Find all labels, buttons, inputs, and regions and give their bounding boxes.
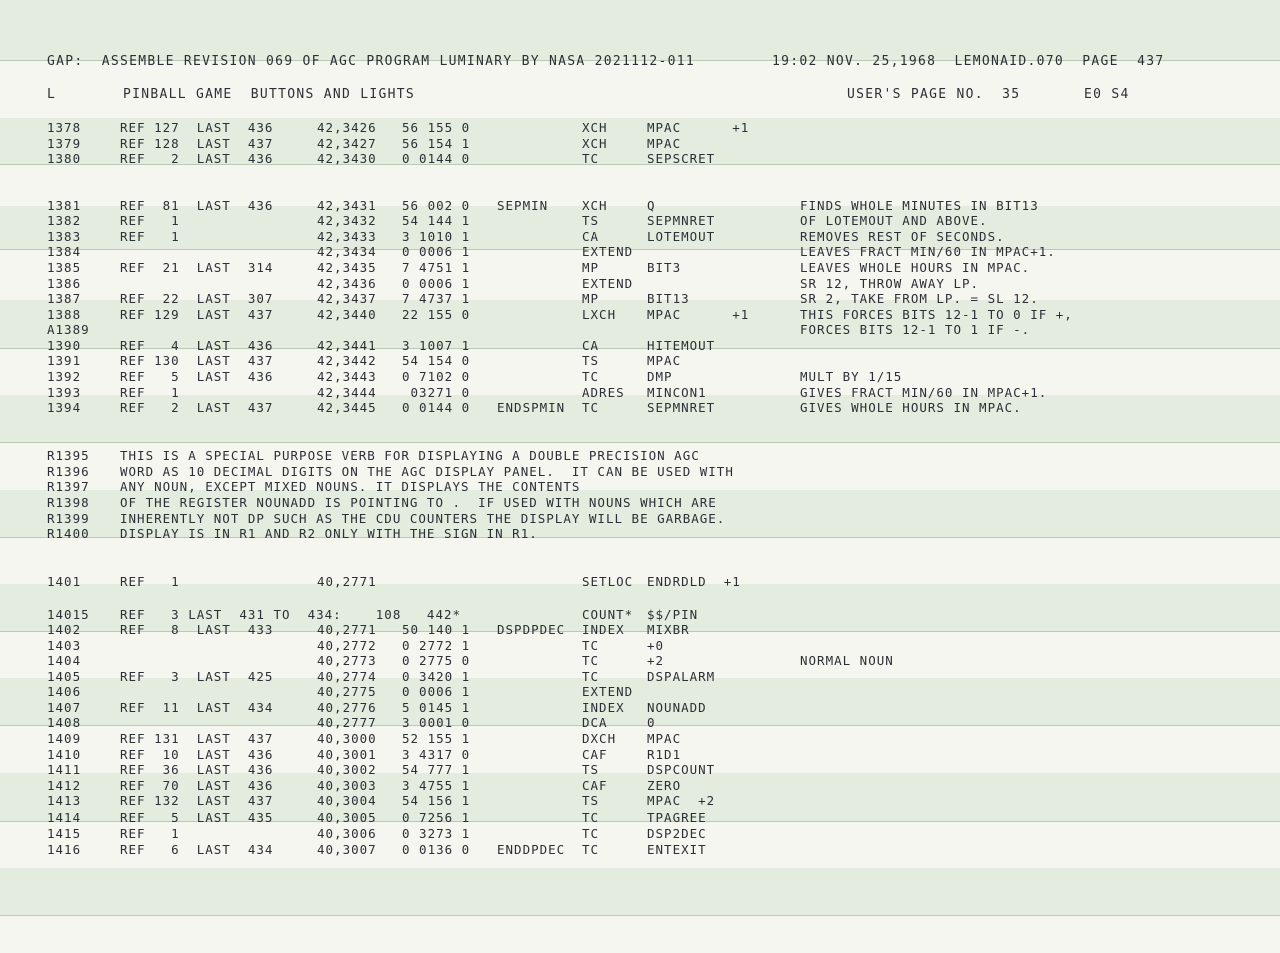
paper-band: [0, 0, 1280, 60]
row-num: 1388: [47, 307, 82, 322]
row-addr: 40,3004: [317, 793, 377, 808]
listing-row: [0, 622, 1280, 637]
row-num: R1396: [47, 464, 90, 479]
row-num: 1407: [47, 700, 82, 715]
row-num: 1415: [47, 826, 82, 841]
row-operand: HITEMOUT: [647, 338, 716, 353]
listing-row: [0, 198, 1280, 213]
row-ref: REF 21 LAST 314: [120, 260, 274, 275]
row-num: R1400: [47, 526, 90, 541]
row-word: 0 2772 1: [402, 638, 471, 653]
row-op: INDEX: [582, 622, 625, 637]
row-word: 56 002 0: [402, 198, 471, 213]
listing-row: [0, 526, 1280, 541]
row-addr: 40,3000: [317, 731, 377, 746]
row-word: 0 0144 0: [402, 400, 471, 415]
row-addr: 42,3441: [317, 338, 377, 353]
row-num: 1385: [47, 260, 82, 275]
row-ref: REF 129 LAST 437: [120, 307, 274, 322]
row-num: 1380: [47, 151, 82, 166]
row-ref: REF 1: [120, 574, 180, 589]
row-num: 1412: [47, 778, 82, 793]
row-op: TC: [582, 842, 600, 857]
row-operand: MPAC +1: [647, 120, 750, 135]
row-addr: 40,2772: [317, 638, 377, 653]
row-addr: 40,2775: [317, 684, 377, 699]
row-addr: 42,3430: [317, 151, 377, 166]
row-operand: R1D1: [647, 747, 682, 762]
users-page-number: USER'S PAGE NO. 35: [847, 87, 1021, 102]
section-title: PINBALL GAME BUTTONS AND LIGHTS: [123, 87, 416, 102]
row-addr: 42,3443: [317, 369, 377, 384]
listing-row: [0, 715, 1280, 730]
row-ref: REF 81 LAST 436: [120, 198, 274, 213]
row-num: 1403: [47, 638, 82, 653]
row-num: 1383: [47, 229, 82, 244]
row-comment: MULT BY 1/15: [800, 369, 903, 384]
row-addr: 40,3002: [317, 762, 377, 777]
row-comment: NORMAL NOUN: [800, 653, 894, 668]
row-ref: REF 22 LAST 307: [120, 291, 274, 306]
row-num: 1382: [47, 213, 82, 228]
row-addr: 42,3436: [317, 276, 377, 291]
row-word: 7 4751 1: [402, 260, 471, 275]
row-label: ENDDPDEC: [497, 842, 566, 857]
row-ref: REF 1: [120, 385, 180, 400]
assembly-title: GAP: ASSEMBLE REVISION 069 OF AGC PROGRAM LUMINARY BY NASA 2021112-011: [47, 54, 695, 69]
row-comment: SR 2, TAKE FROM LP. = SL 12.: [800, 291, 1039, 306]
row-addr: 42,3444: [317, 385, 377, 400]
row-addr: 40,2776: [317, 700, 377, 715]
row-num: 1391: [47, 353, 82, 368]
row-word: 03271 0: [402, 385, 471, 400]
row-addr: 42,3445: [317, 400, 377, 415]
row-op: TS: [582, 762, 600, 777]
row-op: TS: [582, 793, 600, 808]
row-operand: Q: [647, 198, 656, 213]
row-num: R1397: [47, 479, 90, 494]
row-word: 0 0006 1: [402, 684, 471, 699]
row-word: 54 154 0: [402, 353, 471, 368]
row-addr: 42,3426: [317, 120, 377, 135]
page-code: E0 S4: [1084, 87, 1130, 102]
row-word: 0 7256 1: [402, 810, 471, 825]
listing-row: [0, 684, 1280, 699]
row-num: 1416: [47, 842, 82, 857]
row-addr: 42,3434: [317, 244, 377, 259]
row-op: XCH: [582, 198, 608, 213]
row-word: 54 156 1: [402, 793, 471, 808]
row-word: 54 777 1: [402, 762, 471, 777]
listing-row: [0, 479, 1280, 494]
row-ref: REF 3 LAST 425: [120, 669, 274, 684]
listing-row: [0, 322, 1280, 337]
row-ref: REF 3 LAST 431 TO 434: 108 442*: [120, 607, 462, 622]
listing-row: [0, 307, 1280, 322]
row-operand: BIT3: [647, 260, 682, 275]
row-addr: 40,2777: [317, 715, 377, 730]
row-op: TC: [582, 400, 600, 415]
row-operand: MPAC +2: [647, 793, 716, 808]
row-op: XCH: [582, 136, 608, 151]
row-num: 1404: [47, 653, 82, 668]
row-op: LXCH: [582, 307, 617, 322]
row-op: TC: [582, 826, 600, 841]
row-op: EXTEND: [582, 244, 634, 259]
row-op: INDEX: [582, 700, 625, 715]
row-op: ADRES: [582, 385, 625, 400]
listing-row: [0, 260, 1280, 275]
listing-row: [0, 511, 1280, 526]
row-num: 1413: [47, 793, 82, 808]
row-ref: REF 1: [120, 213, 180, 228]
row-comment: OF LOTEMOUT AND ABOVE.: [800, 213, 988, 228]
row-operand: MPAC +1: [647, 307, 750, 322]
listing-row: [0, 353, 1280, 368]
row-comment: THIS FORCES BITS 12-1 TO 0 IF +,: [800, 307, 1073, 322]
row-ref: REF 5 LAST 436: [120, 369, 274, 384]
row-word: 3 4317 0: [402, 747, 471, 762]
row-op: SETLOC: [582, 574, 634, 589]
row-word: 3 4755 1: [402, 778, 471, 793]
row-word: 7 4737 1: [402, 291, 471, 306]
row-ref: REF 36 LAST 436: [120, 762, 274, 777]
row-ref: REF 130 LAST 437: [120, 353, 274, 368]
row-num: 1384: [47, 244, 82, 259]
listing-row: [0, 826, 1280, 841]
row-num: 1408: [47, 715, 82, 730]
row-operand: MINCON1: [647, 385, 707, 400]
row-word: 54 144 1: [402, 213, 471, 228]
row-word: 0 2775 0: [402, 653, 471, 668]
row-num: 1392: [47, 369, 82, 384]
row-operand: BIT13: [647, 291, 690, 306]
row-comment: LEAVES FRACT MIN/60 IN MPAC+1.: [800, 244, 1056, 259]
listing-row: [0, 229, 1280, 244]
row-op: MP: [582, 291, 600, 306]
row-op: CAF: [582, 747, 608, 762]
row-ref: WORD AS 10 DECIMAL DIGITS ON THE AGC DISPLAY PANEL. IT CAN BE USED WITH: [120, 464, 734, 479]
row-num: 1410: [47, 747, 82, 762]
row-addr: 40,3006: [317, 826, 377, 841]
paper-band: [0, 868, 1280, 915]
row-num: 1401: [47, 574, 82, 589]
listing-row: [0, 369, 1280, 384]
row-word: 0 7102 0: [402, 369, 471, 384]
row-ref: REF 6 LAST 434: [120, 842, 274, 857]
header-line-1: [0, 54, 1280, 69]
row-op: TC: [582, 638, 600, 653]
row-word: 56 155 0: [402, 120, 471, 135]
listing-row: [0, 700, 1280, 715]
row-word: 3 1007 1: [402, 338, 471, 353]
row-ref: REF 70 LAST 436: [120, 778, 274, 793]
row-ref: DISPLAY IS IN R1 AND R2 ONLY WITH THE SIGN IN R1.: [120, 526, 538, 541]
listing-row: [0, 448, 1280, 463]
row-label: ENDSPMIN: [497, 400, 566, 415]
row-operand: MPAC: [647, 353, 682, 368]
row-op: TC: [582, 810, 600, 825]
row-ref: REF 1: [120, 229, 180, 244]
listing-row: [0, 653, 1280, 668]
row-addr: 40,3003: [317, 778, 377, 793]
listing-row: [0, 291, 1280, 306]
row-ref: REF 132 LAST 437: [120, 793, 274, 808]
listing-row: [0, 762, 1280, 777]
row-addr: 42,3440: [317, 307, 377, 322]
row-num: 1390: [47, 338, 82, 353]
row-operand: MIXBR: [647, 622, 690, 637]
row-operand: DMP: [647, 369, 673, 384]
row-addr: 40,2774: [317, 669, 377, 684]
row-op: TC: [582, 151, 600, 166]
row-ref: REF 1: [120, 826, 180, 841]
row-num: 1386: [47, 276, 82, 291]
row-ref: REF 4 LAST 436: [120, 338, 274, 353]
row-num: A1389: [47, 322, 90, 337]
row-num: 14015: [47, 607, 90, 622]
row-ref: REF 8 LAST 433: [120, 622, 274, 637]
row-comment: LEAVES WHOLE HOURS IN MPAC.: [800, 260, 1031, 275]
row-word: 5 0145 1: [402, 700, 471, 715]
row-operand: ZERO: [647, 778, 682, 793]
row-op: CAF: [582, 778, 608, 793]
row-num: 1402: [47, 622, 82, 637]
row-word: 52 155 1: [402, 731, 471, 746]
row-word: 3 0001 0: [402, 715, 471, 730]
row-op: DXCH: [582, 731, 617, 746]
row-comment: REMOVES REST OF SECONDS.: [800, 229, 1005, 244]
listing-code: L: [47, 87, 57, 102]
row-comment: GIVES WHOLE HOURS IN MPAC.: [800, 400, 1022, 415]
row-op: XCH: [582, 120, 608, 135]
listing-row: [0, 276, 1280, 291]
row-operand: $$/PIN: [647, 607, 699, 622]
band-rule: [0, 442, 1280, 443]
row-op: TS: [582, 353, 600, 368]
row-op: DCA: [582, 715, 608, 730]
row-addr: 42,3437: [317, 291, 377, 306]
row-addr: 40,2771: [317, 574, 377, 589]
row-label: DSPDPDEC: [497, 622, 566, 637]
row-ref: REF 2 LAST 437: [120, 400, 274, 415]
row-num: 1394: [47, 400, 82, 415]
row-operand: MPAC: [647, 136, 682, 151]
row-addr: 40,3005: [317, 810, 377, 825]
listing-row: [0, 400, 1280, 415]
row-ref: THIS IS A SPECIAL PURPOSE VERB FOR DISPLAYING A DOUBLE PRECISION AGC: [120, 448, 700, 463]
row-op: MP: [582, 260, 600, 275]
row-word: 22 155 0: [402, 307, 471, 322]
row-num: 1411: [47, 762, 82, 777]
row-word: 0 0006 1: [402, 244, 471, 259]
row-addr: 42,3432: [317, 213, 377, 228]
row-num: 1387: [47, 291, 82, 306]
row-num: R1399: [47, 511, 90, 526]
listing-row: [0, 638, 1280, 653]
listing-row: [0, 810, 1280, 825]
row-num: 1379: [47, 136, 82, 151]
row-operand: ENDRDLD +1: [647, 574, 741, 589]
listing-row: [0, 574, 1280, 589]
header-line-2: [0, 87, 1280, 102]
listing-row: [0, 120, 1280, 135]
listing-row: [0, 213, 1280, 228]
row-operand: LOTEMOUT: [647, 229, 716, 244]
row-ref: REF 5 LAST 435: [120, 810, 274, 825]
row-addr: 42,3442: [317, 353, 377, 368]
listing-row: [0, 385, 1280, 400]
row-operand: SEPSCRET: [647, 151, 716, 166]
row-ref: REF 128 LAST 437: [120, 136, 274, 151]
row-num: R1398: [47, 495, 90, 510]
listing-row: [0, 747, 1280, 762]
row-op: TS: [582, 213, 600, 228]
row-operand: SEPMNRET: [647, 213, 716, 228]
row-addr: 40,2771: [317, 622, 377, 637]
listing-row: [0, 151, 1280, 166]
band-rule: [0, 915, 1280, 916]
row-addr: 40,3001: [317, 747, 377, 762]
row-num: R1395: [47, 448, 90, 463]
row-word: 0 0144 0: [402, 151, 471, 166]
row-word: 3 1010 1: [402, 229, 471, 244]
listing-row: [0, 244, 1280, 259]
row-word: 0 0006 1: [402, 276, 471, 291]
row-addr: 40,3007: [317, 842, 377, 857]
row-addr: 42,3427: [317, 136, 377, 151]
row-word: 50 140 1: [402, 622, 471, 637]
row-op: CA: [582, 338, 600, 353]
row-comment: GIVES FRACT MIN/60 IN MPAC+1.: [800, 385, 1048, 400]
listing-row: [0, 338, 1280, 353]
row-operand: 0: [647, 715, 656, 730]
row-ref: INHERENTLY NOT DP SUCH AS THE CDU COUNTERS THE DISPLAY WILL BE GARBAGE.: [120, 511, 726, 526]
listing-row: [0, 495, 1280, 510]
row-comment: SR 12, THROW AWAY LP.: [800, 276, 980, 291]
row-ref: REF 10 LAST 436: [120, 747, 274, 762]
row-op: COUNT*: [582, 607, 634, 622]
timestamp-page: 19:02 NOV. 25,1968 LEMONAID.070 PAGE 437: [772, 54, 1165, 69]
row-op: EXTEND: [582, 276, 634, 291]
listing-row: [0, 731, 1280, 746]
row-word: 0 3420 1: [402, 669, 471, 684]
row-word: 0 3273 1: [402, 826, 471, 841]
listing-row: [0, 778, 1280, 793]
row-operand: +2: [647, 653, 665, 668]
row-ref: REF 131 LAST 437: [120, 731, 274, 746]
row-ref: REF 2 LAST 436: [120, 151, 274, 166]
row-operand: MPAC: [647, 731, 682, 746]
row-operand: DSP2DEC: [647, 826, 707, 841]
row-word: 56 154 1: [402, 136, 471, 151]
row-num: 1414: [47, 810, 82, 825]
row-num: 1381: [47, 198, 82, 213]
row-operand: NOUNADD: [647, 700, 707, 715]
row-addr: 42,3435: [317, 260, 377, 275]
row-addr: 42,3431: [317, 198, 377, 213]
row-op: TC: [582, 669, 600, 684]
listing-row: [0, 136, 1280, 151]
row-num: 1409: [47, 731, 82, 746]
row-num: 1393: [47, 385, 82, 400]
listing-row: [0, 842, 1280, 857]
listing-row: [0, 607, 1280, 622]
row-addr: 42,3433: [317, 229, 377, 244]
row-num: 1405: [47, 669, 82, 684]
row-ref: OF THE REGISTER NOUNADD IS POINTING TO . IF USED WITH NOUNS WHICH ARE: [120, 495, 717, 510]
row-op: EXTEND: [582, 684, 634, 699]
row-comment: FINDS WHOLE MINUTES IN BIT13: [800, 198, 1039, 213]
listing-row: [0, 669, 1280, 684]
row-comment: FORCES BITS 12-1 TO 1 IF -.: [800, 322, 1031, 337]
listing-row: [0, 464, 1280, 479]
row-op: CA: [582, 229, 600, 244]
row-label: SEPMIN: [497, 198, 549, 213]
row-ref: ANY NOUN, EXCEPT MIXED NOUNS. IT DISPLAYS THE CONTENTS: [120, 479, 581, 494]
row-op: TC: [582, 369, 600, 384]
row-operand: DSPCOUNT: [647, 762, 716, 777]
listing-row: [0, 793, 1280, 808]
row-addr: 40,2773: [317, 653, 377, 668]
row-operand: SEPMNRET: [647, 400, 716, 415]
row-operand: TPAGREE: [647, 810, 707, 825]
row-num: 1406: [47, 684, 82, 699]
row-operand: ENTEXIT: [647, 842, 707, 857]
row-word: 0 0136 0: [402, 842, 471, 857]
row-num: 1378: [47, 120, 82, 135]
row-operand: +0: [647, 638, 665, 653]
row-operand: DSPALARM: [647, 669, 716, 684]
row-ref: REF 127 LAST 436: [120, 120, 274, 135]
row-ref: REF 11 LAST 434: [120, 700, 274, 715]
row-op: TC: [582, 653, 600, 668]
